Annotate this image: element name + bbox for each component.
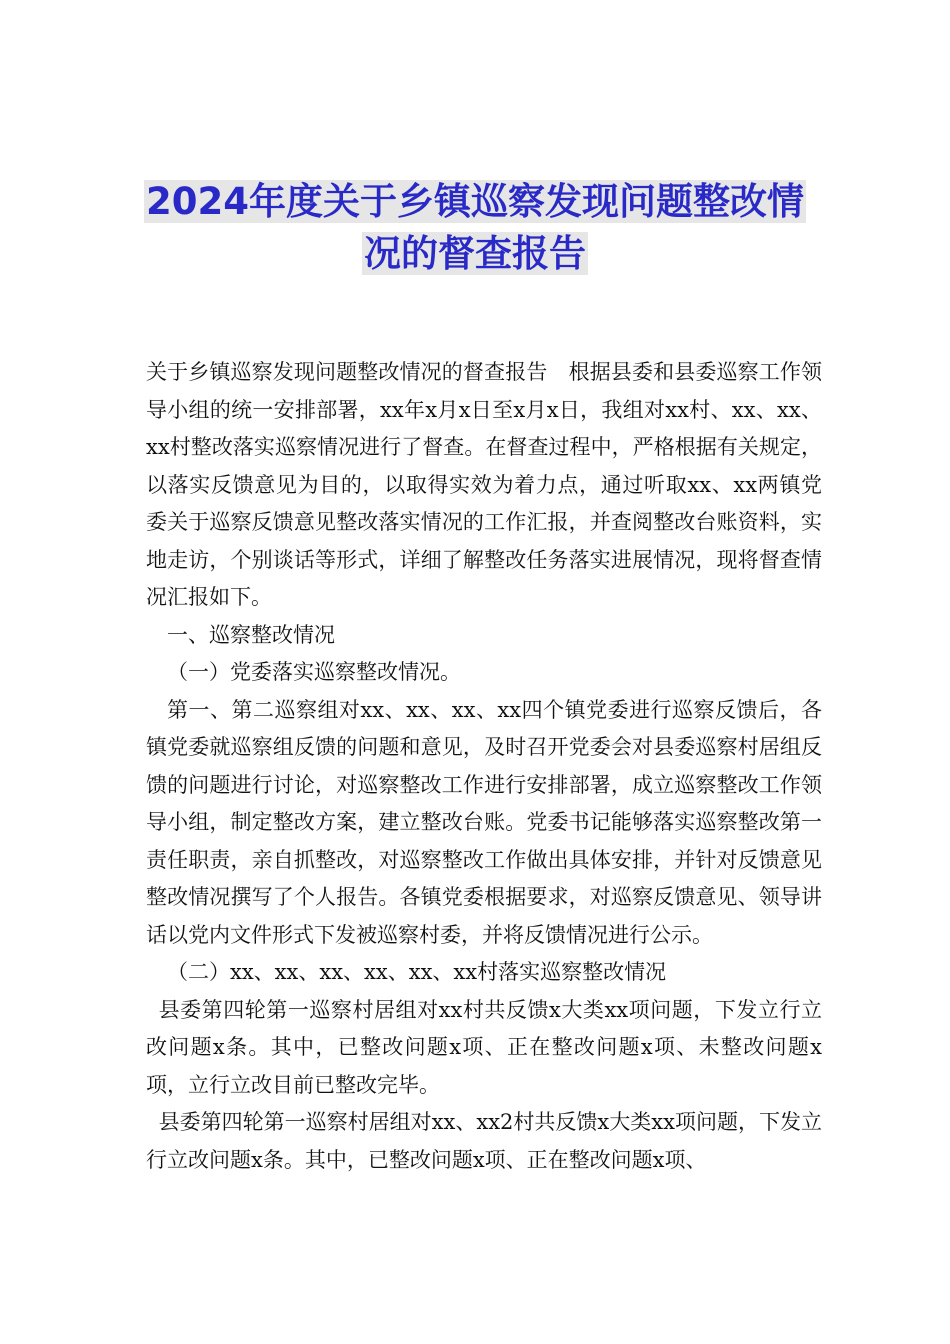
title-line-2: 况的督查报告 [364,232,586,275]
document-title [120,176,830,280]
title-line-1: 2024年度关于乡镇巡察发现问题整改情 [146,180,804,223]
paragraph-party-committee: 第一、第二巡察组对xx、xx、xx、xx四个镇党委进行巡察反馈后，各镇党委就巡察组反馈的问题和意见，及时召开党委会对县委巡察村居组反馈的问题进行讨论，对巡察整改工作进行安排部署，成立巡察整改工作领导小组，制定整改方案，建立整改台账。党委书记能够落实巡察整改第一责任职责，亲自抓整改，对巡察整改工作做出具体安排，并针对反馈意见整改情况撰写了个人报告。各镇党委根据要求，对巡察反馈意见、领导讲话以党内文件形式下发被巡察村委，并将反馈情况进行公示。 [146,697,822,947]
subsection-heading-2: （二）xx、xx、xx、xx、xx、xx村落实巡察整改情况 [167,960,667,984]
document-body [146,354,822,1179]
paragraph-village-2: 县委第四轮第一巡察村居组对xx、xx2村共反馈x大类xx项问题，下发立行立改问题x条。其中，已整改问题x项、正在整改问题x项、 [146,1110,822,1172]
subsection-heading-1: （一）党委落实巡察整改情况。 [167,660,461,684]
section-heading-1: 一、巡察整改情况 [167,622,335,647]
paragraph-village-1: 县委第四轮第一巡察村居组对xx村共反馈x大类xx项问题，下发立行立改问题x条。其中，已整改问题x项、正在整改问题x项、未整改问题x项，立行立改目前已整改完毕。 [146,997,822,1097]
paragraph-intro: 关于乡镇巡察发现问题整改情况的督查报告 根据县委和县委巡察工作领导小组的统一安排部署，xx年x月x日至x月x日，我组对xx村、xx、xx、xx村整改落实巡察情况进行了督查。在督查过程中，严格根据有关规定，以落实反馈意见为目的，以取得实效为着力点，通过听取xx、xx两镇党委关于巡察反馈意见整改落实情况的工作汇报，并查阅整改台账资料，实地走访，个别谈话等形式，详细了解整改任务落实进展情况，现将督查情况汇报如下。 [146,360,822,609]
